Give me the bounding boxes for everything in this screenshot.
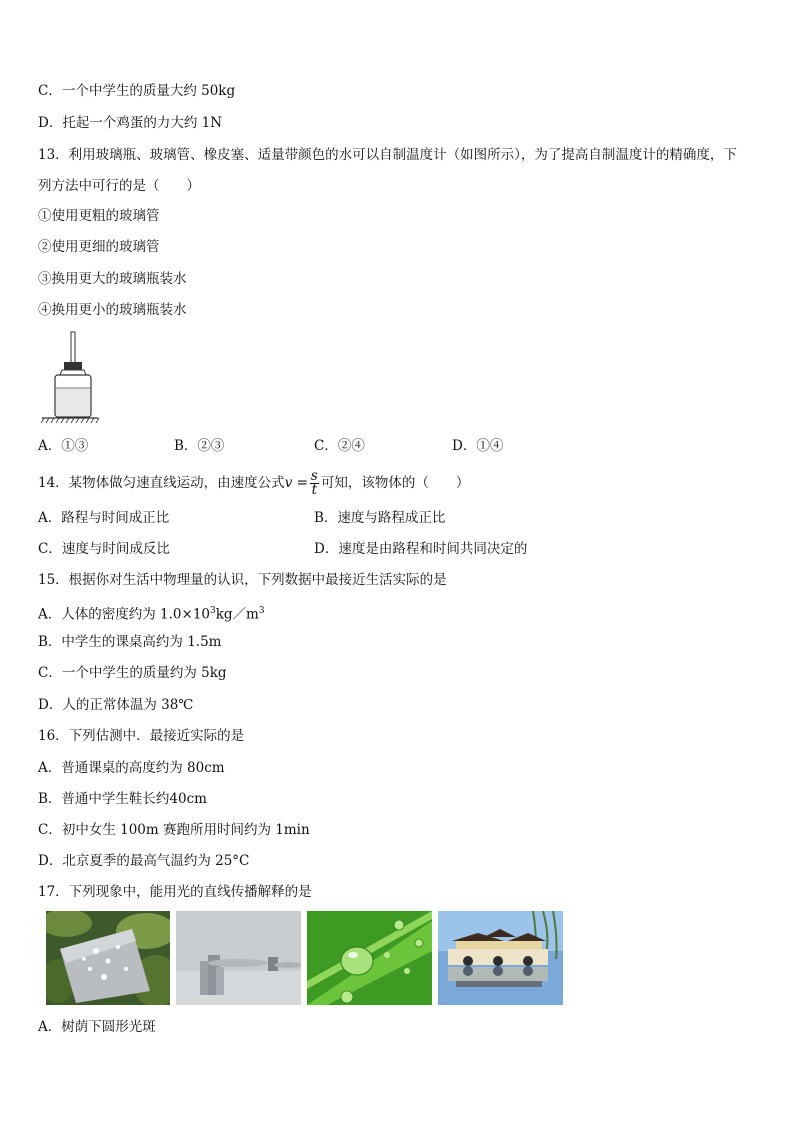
photo-water-droplet-on-leaf <box>307 911 432 1005</box>
q16-option-d: D．北京夏季的最高气温约为 25°C <box>38 853 250 869</box>
q14-option-d: D．速度是由路程和时间共同决定的 <box>314 541 528 557</box>
q15-stem: 15．根据你对生活中物理量的认识，下列数据中最接近生活实际的是 <box>38 572 447 588</box>
q13-stem-line1: 13．利用玻璃瓶、玻璃管、橡皮塞、适量带颜色的水可以自制温度计（如图所示），为了提高自制温度计的精确度，下 <box>38 147 737 163</box>
q14-formula-lhs: v = <box>284 475 308 491</box>
q14-stem <box>38 470 469 497</box>
q13-item-2: ②使用更细的玻璃管 <box>38 239 160 255</box>
q16-option-b: B．普通中学生鞋长约40cm <box>38 791 207 807</box>
q14-formula-fraction <box>310 470 319 497</box>
photo-tree-shade-light-spots <box>46 911 170 1005</box>
photo-pavilion-bridge-reflection <box>438 911 563 1005</box>
q14-stem-before: 14．某物体做匀速直线运动，由速度公式 <box>38 475 285 491</box>
q13-stem-line2: 列方法中可行的是（ ） <box>38 178 200 194</box>
thermometer-figure <box>40 330 100 425</box>
q15-option-a-exp: 3 <box>210 606 216 616</box>
q13-item-4: ④换用更小的玻璃瓶装水 <box>38 302 187 318</box>
q13-item-1: ①使用更粗的玻璃管 <box>38 208 160 224</box>
q13-item-3: ③换用更大的玻璃瓶装水 <box>38 271 187 287</box>
q14-formula-denominator: t <box>311 482 318 498</box>
q17-stem: 17．下列现象中，能用光的直线传播解释的是 <box>38 884 312 900</box>
q15-option-b: B．中学生的课桌高约为 1.5m <box>38 634 222 650</box>
q16-option-c: C．初中女生 100m 赛跑所用时间约为 1min <box>38 822 310 838</box>
q14-option-a: A．路程与时间成正比 <box>38 510 170 526</box>
q15-option-a <box>38 602 265 624</box>
q12-option-d: D．托起一个鸡蛋的力大约 1N <box>38 115 223 131</box>
q14-option-c: C．速度与时间成反比 <box>38 541 170 557</box>
q15-option-a-text1: A．人体的密度约为 1.0×10 <box>38 606 210 623</box>
q17-option-a: A．树荫下圆形光斑 <box>38 1019 156 1035</box>
q13-option-c: C．②④ <box>314 438 365 454</box>
q16-option-a: A．普通课桌的高度约为 80cm <box>38 760 225 776</box>
q15-option-a-text2: kg／m <box>215 606 259 623</box>
q14-formula-numerator: s <box>310 468 318 484</box>
q13-option-d: D．①④ <box>452 438 504 454</box>
q16-stem: 16．下列估测中．最接近实际的是 <box>38 728 245 744</box>
q14-stem-after: 可知，该物体的（ ） <box>320 475 470 491</box>
q15-option-a-exp2: 3 <box>258 606 265 616</box>
q12-option-c: C．一个中学生的质量大约 50kg <box>38 83 236 99</box>
photo-buildings-in-fog <box>176 911 301 1005</box>
q15-option-c: C．一个中学生的质量约为 5kg <box>38 665 227 681</box>
q13-option-b: B．②③ <box>174 438 225 454</box>
q14-option-b: B．速度与路程成正比 <box>314 510 446 526</box>
q15-option-d: D．人的正常体温为 38℃ <box>38 697 194 713</box>
q13-option-a: A．①③ <box>38 438 89 454</box>
